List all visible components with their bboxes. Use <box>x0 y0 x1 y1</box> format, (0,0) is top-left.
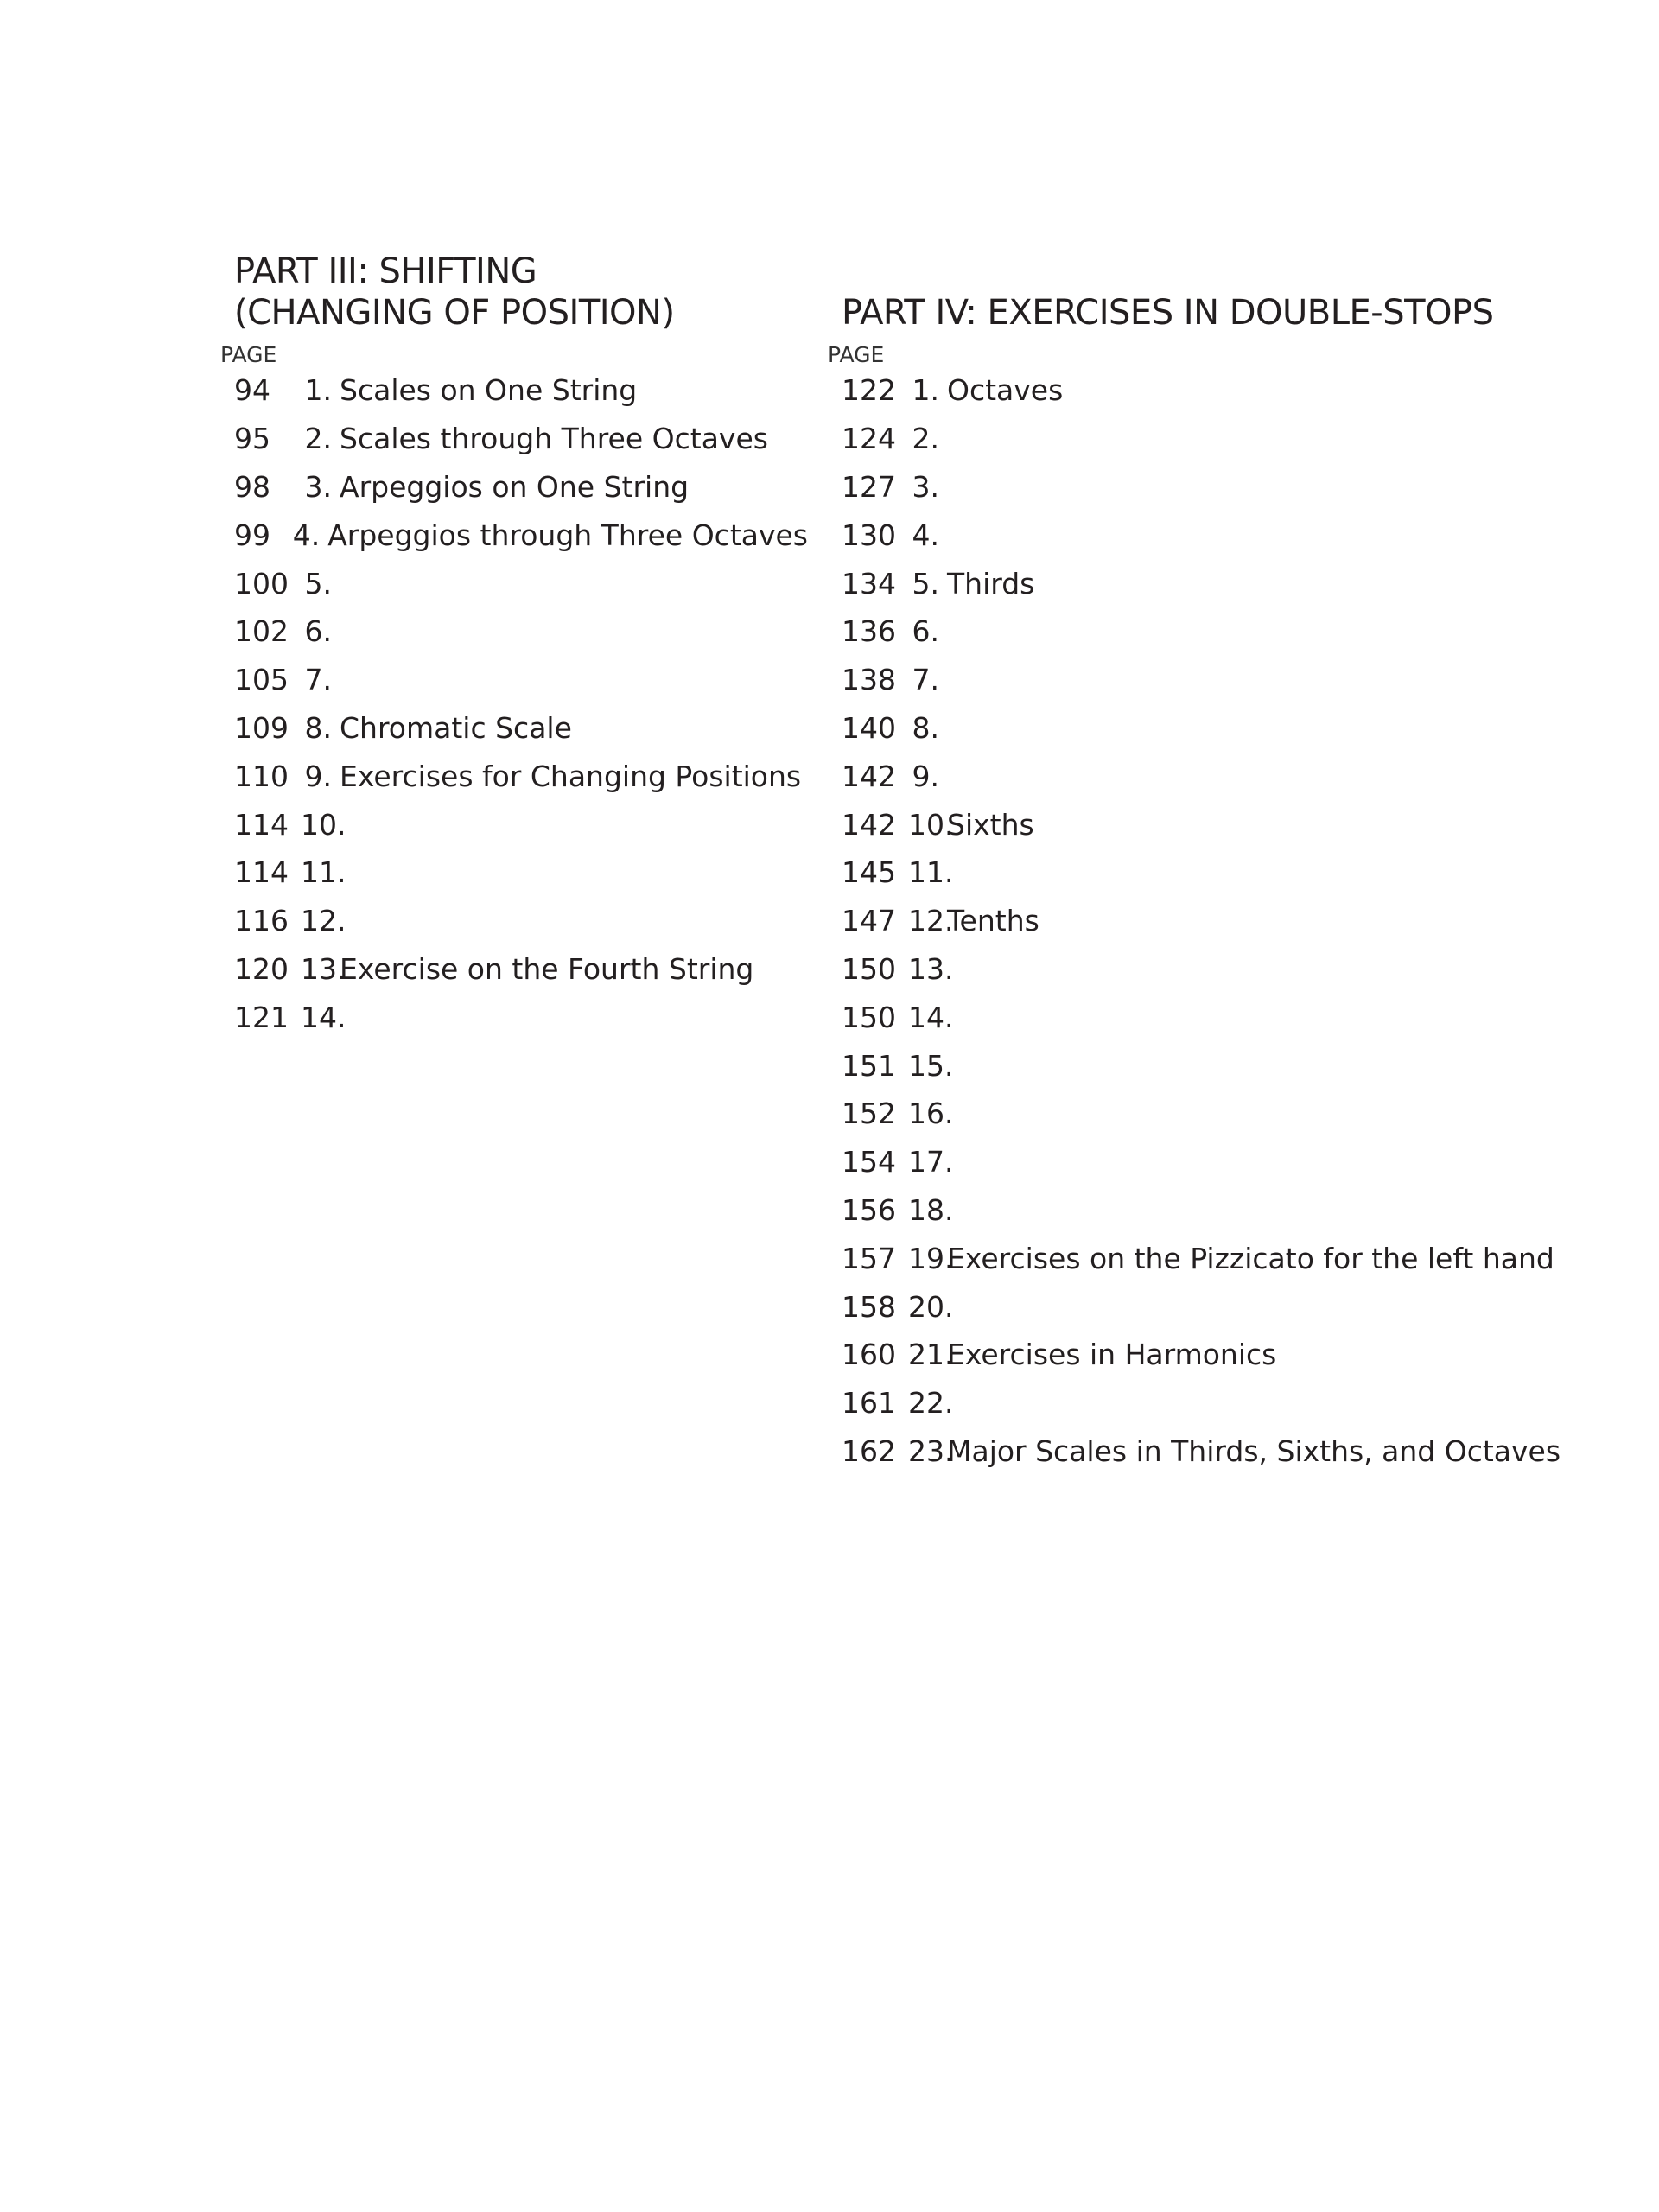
entry-exercise-number: 20. <box>908 1289 954 1324</box>
toc-entry <box>828 1379 1605 1427</box>
entry-exercise-number: 15. <box>908 1048 954 1083</box>
toc-entry <box>828 849 1605 897</box>
entry-exercise-number: 11. <box>908 855 954 890</box>
entry-page-number: 156 <box>842 1192 896 1227</box>
entry-page-number: 152 <box>842 1096 896 1131</box>
entry-exercise-number: 21. <box>908 1338 954 1372</box>
entry-exercise-number: 22. <box>908 1386 954 1421</box>
toc-entry <box>220 993 808 1041</box>
entry-page-number: 142 <box>842 759 896 793</box>
entry-exercise-number: 19. <box>908 1241 954 1275</box>
part-three-entries <box>220 366 808 1041</box>
toc-entry <box>220 704 808 753</box>
toc-entry <box>828 1331 1605 1379</box>
toc-entry <box>220 656 808 704</box>
entry-page-number: 136 <box>842 614 896 649</box>
toc-entry <box>220 849 808 897</box>
entry-page-number: 162 <box>842 1433 896 1468</box>
part-four-page-label: PAGE <box>828 342 885 367</box>
entry-exercise-number: 10. <box>908 807 954 842</box>
toc-entry <box>220 415 808 463</box>
part-four-heading <box>842 251 1605 334</box>
toc-entry <box>828 607 1605 656</box>
entry-exercise-number: 14. <box>908 1000 954 1034</box>
toc-entry <box>828 945 1605 994</box>
entry-title: Exercises on the Pizzicato for the left hand <box>947 1241 1554 1275</box>
entry-page-number: 94 <box>234 373 270 408</box>
entry-title: Chromatic Scale <box>340 710 572 745</box>
toc-entry <box>828 511 1605 559</box>
entry-title: Exercise on the Fourth String <box>340 951 754 986</box>
entry-title: Arpeggios through Three Octaves <box>327 518 808 552</box>
toc-entry <box>828 1041 1605 1090</box>
entry-page-number: 145 <box>842 855 896 890</box>
entry-exercise-number: 7. <box>304 663 332 697</box>
entry-title: Scales through Three Octaves <box>340 422 768 456</box>
entry-exercise-number: 4. <box>292 518 321 552</box>
entry-page-number: 130 <box>842 518 896 552</box>
entry-page-number: 105 <box>234 663 289 697</box>
entry-exercise-number: 2. <box>304 422 332 456</box>
entry-title: Sixths <box>947 807 1034 842</box>
entry-page-number: 114 <box>234 855 289 890</box>
entry-page-number: 150 <box>842 1000 896 1034</box>
toc-entry <box>220 607 808 656</box>
part-three-page-label: PAGE <box>220 342 277 367</box>
part-four-entries <box>828 366 1605 1475</box>
entry-title: Arpeggios on One String <box>340 469 690 504</box>
entry-exercise-number: 3. <box>912 469 939 504</box>
toc-entry <box>828 463 1605 512</box>
entry-exercise-number: 7. <box>912 663 939 697</box>
entry-title: Scales on One String <box>340 373 638 408</box>
toc-entry <box>828 1427 1605 1476</box>
entry-title: Major Scales in Thirds, Sixths, and Octaves <box>947 1433 1561 1468</box>
entry-page-number: 134 <box>842 566 896 601</box>
toc-entry <box>828 656 1605 704</box>
entry-page-number: 151 <box>842 1048 896 1083</box>
entry-exercise-number: 14. <box>301 1000 346 1034</box>
entry-exercise-number: 16. <box>908 1096 954 1131</box>
part-three-heading-line-1: PART III: SHIFTING <box>234 251 537 291</box>
entry-exercise-number: 6. <box>304 614 332 649</box>
toc-entry <box>828 1234 1605 1282</box>
part-three-heading-line-2: (CHANGING OF POSITION) <box>234 293 675 333</box>
part-three-heading <box>234 251 808 334</box>
entry-exercise-number: 8. <box>912 710 939 745</box>
entry-page-number: 154 <box>842 1145 896 1179</box>
part-four-section <box>828 251 1605 1475</box>
toc-entry <box>828 559 1605 607</box>
toc-entry <box>220 897 808 945</box>
part-three-section <box>220 251 808 1041</box>
toc-entry <box>828 1186 1605 1235</box>
toc-entry <box>220 366 808 415</box>
entry-page-number: 158 <box>842 1289 896 1324</box>
entry-page-number: 160 <box>842 1338 896 1372</box>
entry-page-number: 99 <box>234 518 270 552</box>
entry-page-number: 116 <box>234 904 289 938</box>
entry-exercise-number: 12. <box>301 904 346 938</box>
entry-page-number: 109 <box>234 710 289 745</box>
toc-entry <box>220 559 808 607</box>
entry-exercise-number: 13. <box>301 951 346 986</box>
entry-title: Octaves <box>947 373 1064 408</box>
entry-page-number: 120 <box>234 951 289 986</box>
entry-exercise-number: 8. <box>304 710 332 745</box>
entry-exercise-number: 11. <box>301 855 346 890</box>
toc-entry <box>828 1090 1605 1138</box>
entry-exercise-number: 5. <box>912 566 939 601</box>
entry-page-number: 102 <box>234 614 289 649</box>
toc-entry <box>220 752 808 800</box>
toc-entry <box>828 1138 1605 1186</box>
entry-title: Exercises for Changing Positions <box>340 759 802 793</box>
toc-entry <box>828 1282 1605 1331</box>
entry-exercise-number: 10. <box>301 807 346 842</box>
entry-title: Exercises in Harmonics <box>947 1338 1277 1372</box>
toc-entry <box>828 800 1605 849</box>
entry-exercise-number: 6. <box>912 614 939 649</box>
toc-entry <box>220 945 808 994</box>
toc-entry <box>828 366 1605 415</box>
entry-page-number: 110 <box>234 759 289 793</box>
entry-exercise-number: 17. <box>908 1145 954 1179</box>
entry-page-number: 127 <box>842 469 896 504</box>
entry-page-number: 150 <box>842 951 896 986</box>
entry-exercise-number: 9. <box>304 759 332 793</box>
entry-page-number: 121 <box>234 1000 289 1034</box>
toc-entry <box>828 415 1605 463</box>
entry-exercise-number: 2. <box>912 422 939 456</box>
entry-exercise-number: 9. <box>912 759 939 793</box>
entry-page-number: 142 <box>842 807 896 842</box>
entry-exercise-number: 4. <box>912 518 939 552</box>
entry-page-number: 98 <box>234 469 270 504</box>
entry-page-number: 100 <box>234 566 289 601</box>
entry-page-number: 114 <box>234 807 289 842</box>
toc-entry <box>220 511 808 559</box>
entry-exercise-number: 1. <box>304 373 332 408</box>
entry-page-number: 147 <box>842 904 896 938</box>
toc-entry <box>828 897 1605 945</box>
entry-page-number: 95 <box>234 422 270 456</box>
entry-page-number: 138 <box>842 663 896 697</box>
entry-title: Tenths <box>947 904 1039 938</box>
entry-page-number: 157 <box>842 1241 896 1275</box>
toc-entry <box>828 752 1605 800</box>
entry-exercise-number: 18. <box>908 1192 954 1227</box>
entry-title: Thirds <box>947 566 1035 601</box>
entry-exercise-number: 5. <box>304 566 332 601</box>
entry-exercise-number: 1. <box>912 373 939 408</box>
toc-entry <box>828 993 1605 1041</box>
toc-entry <box>220 463 808 512</box>
part-four-heading-line-1: PART IV: EXERCISES IN DOUBLE-STOPS <box>842 293 1494 333</box>
entry-exercise-number: 23. <box>908 1433 954 1468</box>
toc-entry <box>828 704 1605 753</box>
entry-page-number: 140 <box>842 710 896 745</box>
entry-page-number: 161 <box>842 1386 896 1421</box>
toc-entry <box>220 800 808 849</box>
entry-page-number: 124 <box>842 422 896 456</box>
entry-exercise-number: 12. <box>908 904 954 938</box>
entry-exercise-number: 3. <box>304 469 332 504</box>
entry-exercise-number: 13. <box>908 951 954 986</box>
entry-page-number: 122 <box>842 373 896 408</box>
